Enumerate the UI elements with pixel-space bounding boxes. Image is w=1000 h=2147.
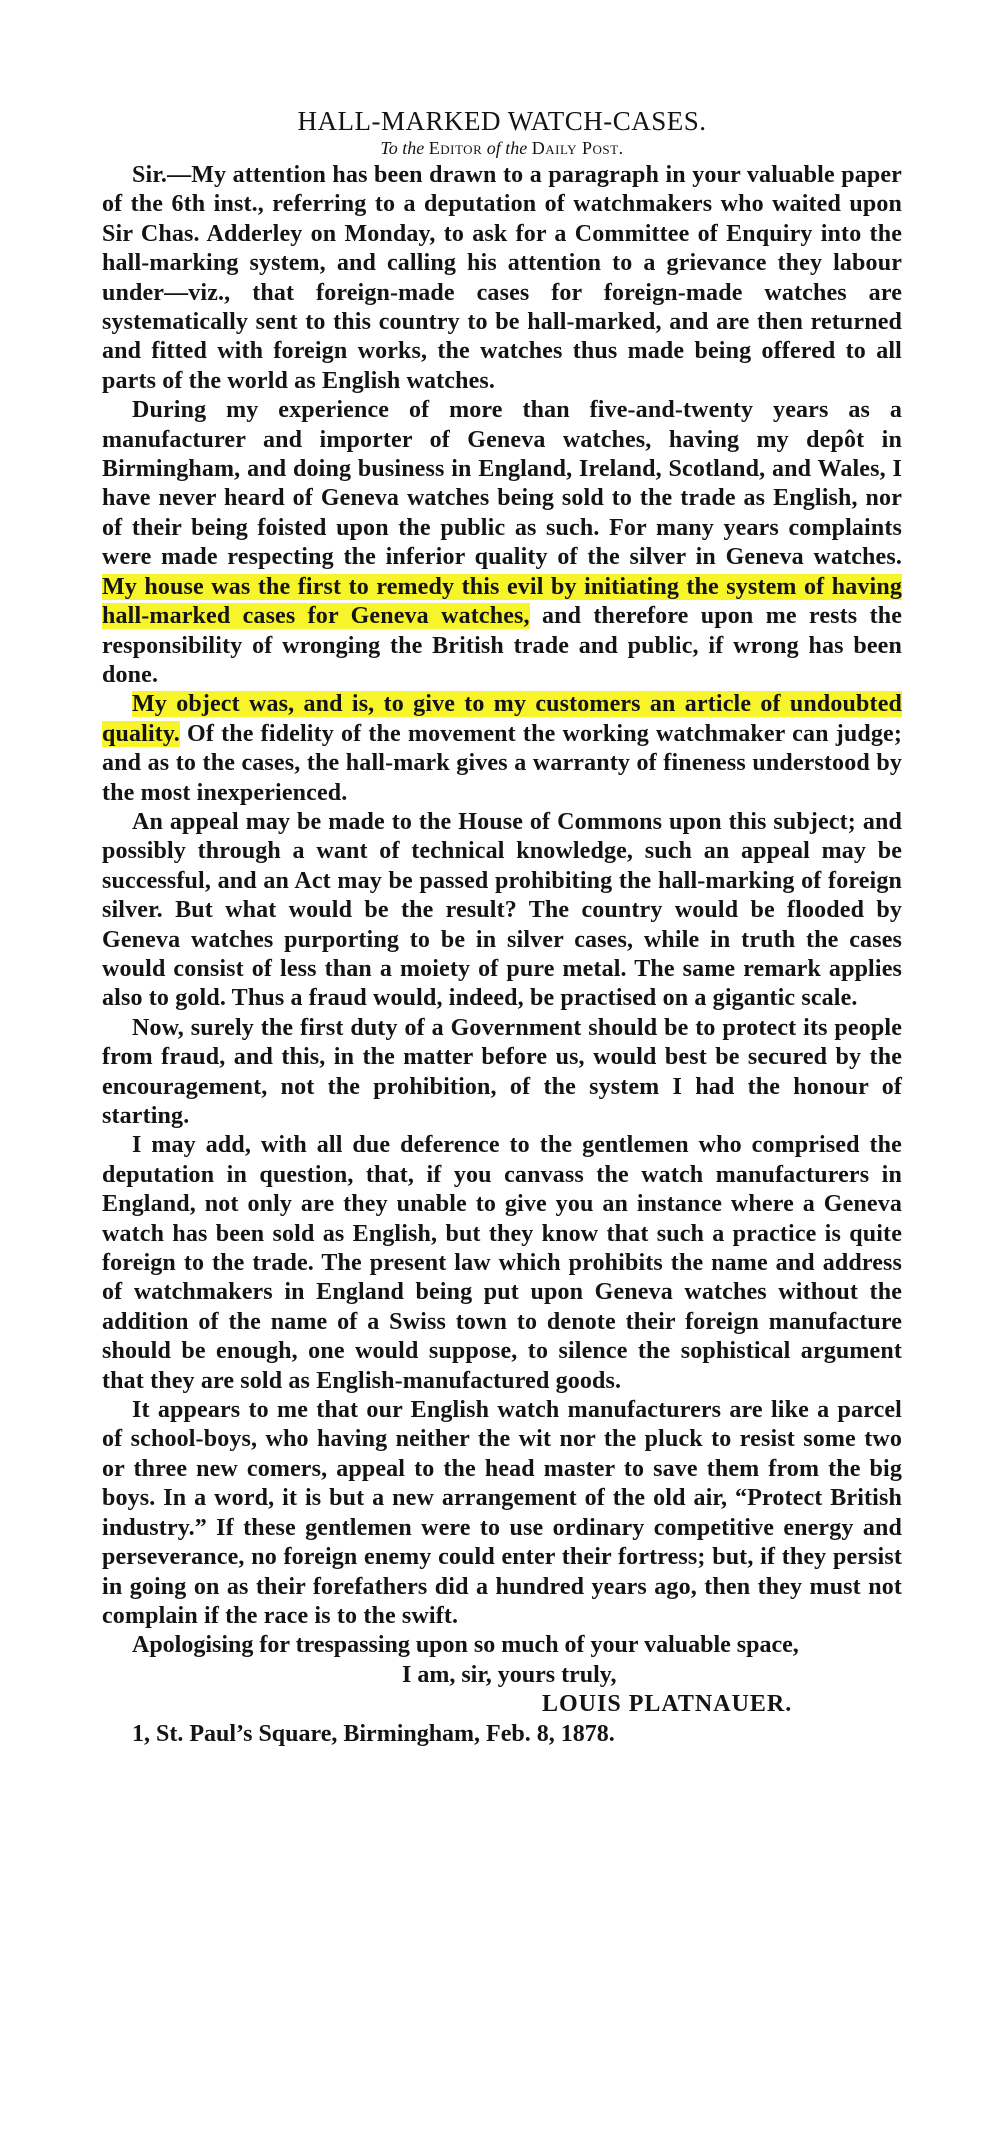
paragraph-8: Apologising for trespassing upon so much of your valuable space,	[132, 1632, 799, 1659]
addressee-editor: Editor	[428, 138, 483, 158]
sender-address: 1, St. Paul’s Square, Birmingham, Feb. 8, 1878.	[132, 1720, 615, 1747]
highlighted-passage-2: My object was, and is, to give to my customers an article of undoubted quality.	[102, 691, 902, 747]
addressee-prefix: To the	[380, 138, 425, 158]
paragraph-2-text-b: and therefore upon me rests the responsibility of wronging the British trade and public, if wrong has been done.	[102, 603, 903, 688]
paragraph-3	[102, 690, 902, 808]
paragraph-3-text-b: Of the fidelity of the movement the working watchmaker can judge; and as to the cases, the hall-mark gives a warranty of fineness understood by the most inexperienced.	[102, 720, 902, 806]
highlighted-passage-1: My house was the first to remedy this evil by initiating the system of having hall-marked cases for Geneva watches,	[102, 573, 902, 630]
addressee-line	[102, 137, 902, 159]
addressee-of-the: of the	[486, 138, 528, 158]
article-column	[102, 105, 902, 1749]
article-headline: HALL-MARKED WATCH-CASES.	[297, 106, 707, 136]
paragraph-5: Now, surely the first duty of a Government should be to protect its people from fraud, and this, in the matter before us, would best be secured by the encouragement, not the prohibition, of the system I had the honour of starting.	[102, 1014, 902, 1129]
paragraph-1: Sir.—My attention has been drawn to a paragraph in your valuable paper of the 6th inst., referring to a deputation of watchmakers who waited upon Sir Chas. Adderley on Monday, to ask for a Committee of Enquiry into the hall-marking system, and calling his attention to a grievance they labour under—viz., that foreign-made cases for foreign-made watches are systematically sent to this country to be hall-marked, and are then returned and fitted with foreign works, the watches thus made being offered to all parts of the world as English watches.	[102, 162, 902, 394]
paragraph-2	[102, 396, 902, 690]
paragraph-4: An appeal may be made to the House of Commons upon this subject; and possibly through a want of technical knowledge, such an appeal may be successful, and an Act may be passed prohibiting the hall-marking of foreign silver. But what would be the result? The country would be flooded by Geneva watches purporting to be in silver cases, while in truth the cases would consist of less than a moiety of pure metal. The same remark applies also to gold. Thus a fraud would, indeed, be practised on a gigantic scale.	[102, 808, 902, 1012]
paragraph-2-text-a: During my experience of more than five-and-twenty years as a manufacturer and importer of Geneva watches, having my depôt in Birmingham, and doing business in England, Ireland, Scotland, and Wales, I have never heard of Geneva watches being sold to the trade as English, nor of their being foisted upon the public as such. For many years complaints were made respecting the inferior quality of the silver in Geneva watches.	[102, 397, 902, 571]
paragraph-6: I may add, with all due deference to the gentlemen who comprised the deputation in question, that, if you canvass the watch manufacturers in England, not only are they unable to give you an instance where a Geneva watch has been sold as English, but they know that such a practice is quite foreign to the trade. The present law which prohibits the name and address of watchmakers in England being put upon Geneva watches without the addition of the name of a Swiss town to denote their foreign manufacture should be enough, one would suppose, to silence the sophistical argument that they are sold as English-manufactured goods.	[102, 1132, 902, 1394]
addressee-paper: Daily Post.	[531, 138, 624, 158]
signature: LOUIS PLATNAUER.	[542, 1691, 793, 1718]
paragraph-7: It appears to me that our English watch manufacturers are like a parcel of school-boys, who having neither the wit nor the pluck to resist some two or three new comers, appeal to the head master to save them from the big boys. In a word, it is but a new arrangement of the old air, “Protect British industry.” If these gentlemen were to use ordinary competitive energy and perseverance, no foreign enemy could enter their fortress; but, if they persist in going on as their forefathers did a hundred years ago, then they must not complain if the race is to the swift.	[102, 1397, 902, 1629]
closing-salutation: I am, sir, yours truly,	[402, 1661, 617, 1688]
